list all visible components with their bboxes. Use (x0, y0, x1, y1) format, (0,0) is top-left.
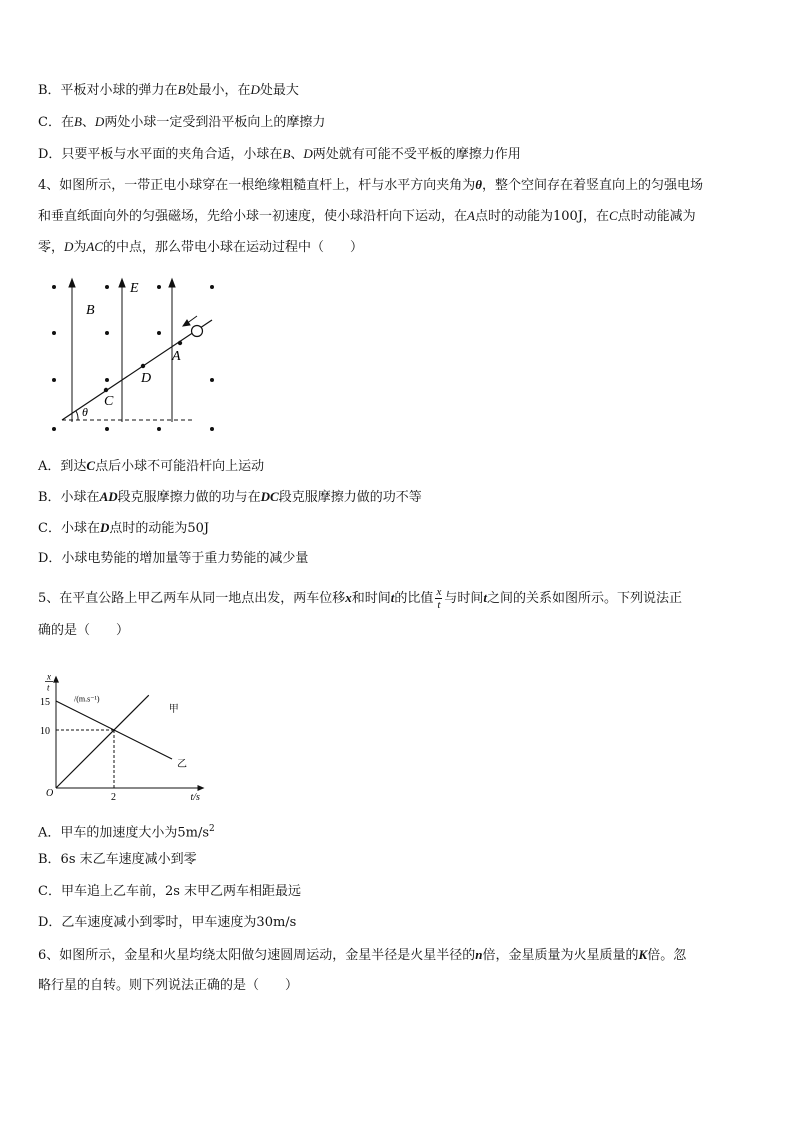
q3-option-b: B．平板对小球的弹力在B处最小，在D处最大 (38, 82, 299, 98)
q5-option-c: C．甲车追上乙车前，2s 末甲乙两车相距最远 (38, 884, 302, 899)
label-c: C (104, 394, 114, 409)
electric-field-lines (69, 279, 175, 422)
q6-stem-line-1: 6、如图所示，金星和火星均绕太阳做匀速圆周运动，金星半径是火星半径的n倍，金星质量为火星质量的K倍。忽 (38, 947, 687, 963)
q3-option-c: C．在B、D两处小球一定受到沿平板向上的摩擦力 (38, 114, 326, 130)
q6-stem-line-2: 略行星的自转。则下列说法正确的是（ ） (38, 978, 299, 993)
velocity-arrow (183, 316, 197, 326)
origin-label: O (46, 788, 54, 799)
series-label-jia: 甲 (168, 704, 179, 716)
q4-figure (44, 276, 224, 436)
y-tick-label: 15 (40, 697, 50, 708)
q4-stem-line-2: 和垂直纸面向外的匀强磁场，先给小球一初速度，使小球沿杆向下运动，在A点时的动能为100J，在C点时动能减为 (38, 208, 696, 224)
x-tick-label: 2 (111, 792, 116, 803)
q5-option-b: B．6s 末乙车速度减小到零 (38, 852, 197, 867)
q4-stem-line-3: 零，D为AC的中点，那么带电小球在运动过程中（ ） (38, 239, 364, 255)
q5-option-a: A．甲车的加速度大小为$5m/s^2$ (38, 824, 215, 841)
y-axis-unit: /(m.s⁻¹) (74, 694, 100, 704)
q4-option-b: B．小球在AD段克服摩擦力做的功与在DC段克服摩擦力做的功不等 (38, 489, 422, 505)
x-axis-arrow (198, 785, 205, 791)
point-d (141, 364, 145, 368)
y-axis-label-numerator: x (47, 671, 51, 682)
q4-option-d: D．小球电势能的增加量等于重力势能的减少量 (38, 551, 309, 566)
point-c (104, 388, 108, 392)
q4-option-a: A．到达C点后小球不可能沿杆向上运动 (38, 458, 265, 474)
y-tick-label: 10 (40, 726, 50, 737)
label-b: B (86, 303, 95, 318)
y-axis-label-denominator: t (47, 682, 50, 693)
q4-stem-line-1: 4、如图所示，一带正电小球穿在一根绝缘粗糙直杆上，杆与水平方向夹角为θ，整个空间存在着竖直向上的匀强电场 (38, 177, 704, 193)
charged-ball (192, 326, 203, 337)
x-axis-label: t/s (190, 792, 200, 803)
q4-option-c: C．小球在D点时的动能为50J (38, 520, 210, 536)
point-a (178, 341, 182, 345)
y-axis-arrow (53, 676, 59, 683)
label-e: E (130, 281, 139, 296)
series-label-yi: 乙 (177, 759, 187, 770)
q5-stem-line-2: 确的是（ ） (38, 623, 130, 638)
q5-chart (34, 658, 224, 808)
label-theta: θ (82, 405, 88, 419)
q5-stem-line-1: 5、在平直公路上甲乙两车从同一地点出发，两车位移x和时间t的比值 $\frac{x}{t}$ 与时间t之间的关系如图所示。下列说法正 (38, 586, 682, 611)
label-a: A (172, 349, 181, 364)
magnetic-field-dots (52, 285, 214, 431)
series-line-jia (56, 695, 149, 788)
angle-arc (76, 411, 78, 420)
q3-option-d: D．只要平板与水平面的夹角合适，小球在B、D两处就有可能不受平板的摩擦力作用 (38, 146, 521, 162)
label-d: D (141, 371, 152, 386)
q5-option-d: D．乙车速度减小到零时，甲车速度为30m/s (38, 915, 297, 930)
x-over-t-fraction: $\frac{x}{t}$ (436, 586, 442, 611)
